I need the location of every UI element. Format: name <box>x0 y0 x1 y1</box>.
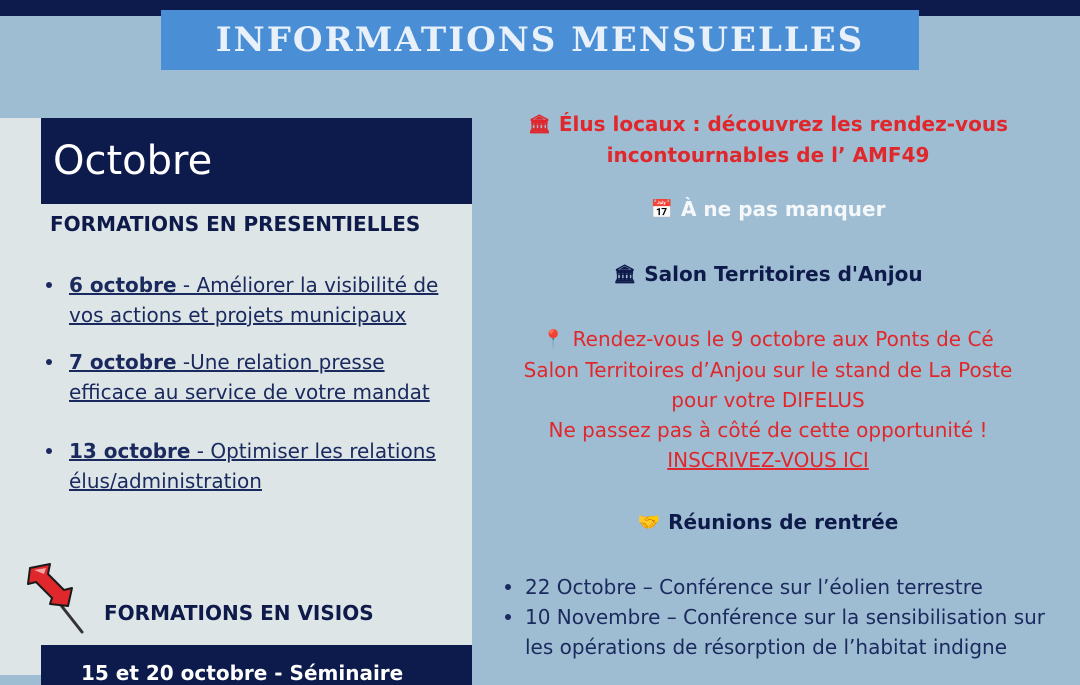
month-title: Octobre <box>41 118 472 204</box>
handshake-icon: 🤝 <box>637 512 661 533</box>
calendar-icon: 📅 <box>650 199 673 220</box>
reunions-list <box>500 572 1060 662</box>
list-item: 10 Novembre – Conférence sur la sensibilisation sur les opérations de résorption de l’habitat indigne <box>500 602 1060 662</box>
rdv-block <box>488 324 1048 475</box>
rdv-line: Salon Territoires d’Anjou sur le stand de La Poste <box>523 358 1013 382</box>
visio-first-item: 15 et 20 octobre - Séminaire <box>41 645 472 685</box>
not-miss: 📅 À ne pas manquer <box>488 194 1048 225</box>
institution-icon: 🏛 <box>613 264 637 285</box>
salon-title: 🏛 Salon Territoires d'Anjou <box>488 259 1048 290</box>
list-item: 22 Octobre – Conférence sur l’éolien terrestre <box>500 572 1060 602</box>
rdv-line: 📍 Rendez-vous le 9 octobre aux Ponts de Cé <box>488 324 1048 355</box>
list-item[interactable]: 6 octobre - Améliorer la visibilité de vos actions et projets municipaux <box>44 270 464 330</box>
location-pin-icon: 📍 <box>542 329 565 350</box>
list-item[interactable]: 7 octobre -Une relation presse efficace au service de votre mandat <box>44 347 464 407</box>
rdv-line: pour votre DIFELUS <box>671 388 865 412</box>
rdv-line: Ne passez pas à côté de cette opportunité ! <box>548 418 988 442</box>
list-item[interactable]: 13 octobre - Optimiser les relations élus/administration <box>44 436 464 496</box>
visio-title: FORMATIONS EN VISIOS <box>104 601 374 625</box>
signup-link[interactable]: INSCRIVEZ-VOUS ICI <box>667 448 869 472</box>
presentiel-list <box>44 270 464 496</box>
pushpin-icon <box>22 560 88 636</box>
headline: 🏛 Élus locaux : découvrez les rendez-vous incontournables de l’ AMF49 <box>528 112 1008 167</box>
page-banner: INFORMATIONS MENSUELLES <box>161 10 919 70</box>
institution-icon: 🏛 <box>528 114 551 135</box>
reunions-title: 🤝 Réunions de rentrée <box>488 507 1048 538</box>
presentiel-title: FORMATIONS EN PRESENTIELLES <box>50 212 421 236</box>
